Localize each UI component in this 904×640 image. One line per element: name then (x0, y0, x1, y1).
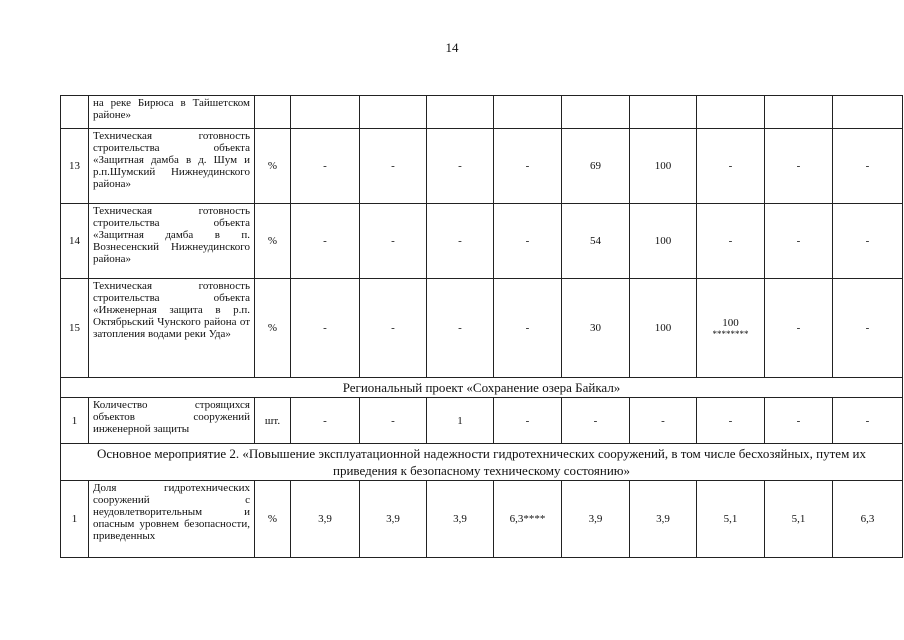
value-cell: - (697, 129, 765, 204)
row-number: 15 (61, 279, 89, 378)
unit-cell: % (255, 129, 291, 204)
value-cell: - (833, 398, 903, 444)
value-cell: 54 (562, 204, 630, 279)
unit-cell: % (255, 204, 291, 279)
value-cell: 3,9 (427, 481, 494, 558)
value-text: 100 (722, 317, 739, 329)
value-cell: 5,1 (697, 481, 765, 558)
value-cell (765, 96, 833, 129)
value-cell (360, 96, 427, 129)
value-cell (630, 96, 697, 129)
value-cell: - (833, 129, 903, 204)
value-cell: 3,9 (562, 481, 630, 558)
value-cell (427, 96, 494, 129)
indicators-table (60, 95, 903, 558)
table-row (61, 398, 903, 444)
value-cell: - (833, 204, 903, 279)
value-cell: 3,9 (291, 481, 360, 558)
value-cell: 5,1 (765, 481, 833, 558)
value-cell: - (494, 279, 562, 378)
section-row (61, 444, 903, 481)
value-cell: - (360, 204, 427, 279)
value-cell (562, 96, 630, 129)
value-cell: - (360, 129, 427, 204)
value-cell: - (427, 129, 494, 204)
row-number: 14 (61, 204, 89, 279)
table-row (61, 279, 903, 378)
value-cell (291, 96, 360, 129)
indicator-name: Количество строящихся объектов сооружений инженерной защиты (89, 398, 255, 444)
section-title: Региональный проект «Сохранение озера Байкал» (61, 378, 903, 398)
value-cell: 69 (562, 129, 630, 204)
value-cell: - (697, 398, 765, 444)
value-cell: 100 (630, 129, 697, 204)
value-cell (833, 96, 903, 129)
page-number: 14 (445, 40, 459, 55)
value-cell (494, 96, 562, 129)
value-cell: - (291, 279, 360, 378)
row-number (61, 96, 89, 129)
row-number: 1 (61, 481, 89, 558)
table-row (61, 129, 903, 204)
unit-cell (255, 96, 291, 129)
value-cell: - (494, 398, 562, 444)
indicator-name: Техническая готовность строительства объекта «Защитная дамба в д. Шум и р.п.Шумский Нижнеудинского района» (89, 129, 255, 204)
value-cell: 1 (427, 398, 494, 444)
value-cell: - (562, 398, 630, 444)
table-row (61, 481, 903, 558)
indicator-name: Техническая готовность строительства объекта «Защитная дамба в п. Вознесенский Нижнеудинского района» (89, 204, 255, 279)
value-cell: - (765, 398, 833, 444)
footnote-stars: ******** (712, 329, 749, 339)
row-number: 1 (61, 398, 89, 444)
value-cell: - (360, 398, 427, 444)
value-cell: - (833, 279, 903, 378)
value-cell: 100 (630, 204, 697, 279)
table-row (61, 204, 903, 279)
value-cell: - (765, 279, 833, 378)
value-cell (697, 279, 765, 378)
unit-cell: % (255, 279, 291, 378)
value-cell: - (427, 204, 494, 279)
unit-cell: % (255, 481, 291, 558)
value-cell: - (291, 204, 360, 279)
value-cell: 6,3 (833, 481, 903, 558)
value-cell: - (427, 279, 494, 378)
value-cell (697, 96, 765, 129)
value-cell: 100 (630, 279, 697, 378)
section-title: Основное мероприятие 2. «Повышение эксплуатационной надежности гидротехнических сооружений, в том числе бесхозяйных, путем их приведения к безопасному техническому состоянию» (61, 444, 903, 481)
indicator-name: на реке Бирюса в Тайшетском районе» (89, 96, 255, 129)
value-cell: - (697, 204, 765, 279)
row-number: 13 (61, 129, 89, 204)
indicator-name: Доля гидротехнических сооружений с неудовлетворительным и опасным уровнем безопасности, приведенных (89, 481, 255, 558)
value-cell: 3,9 (630, 481, 697, 558)
value-cell: - (630, 398, 697, 444)
value-cell: - (494, 204, 562, 279)
value-cell: 3,9 (360, 481, 427, 558)
value-cell: - (765, 204, 833, 279)
value-cell: - (291, 129, 360, 204)
indicator-name: Техническая готовность строительства объекта «Инженерная защита в р.п. Октябрьский Чунского района от затопления водами реки Уда» (89, 279, 255, 378)
value-cell: - (494, 129, 562, 204)
value-cell: - (765, 129, 833, 204)
value-cell: - (291, 398, 360, 444)
value-cell: - (360, 279, 427, 378)
table-row (61, 96, 903, 129)
value-cell: 30 (562, 279, 630, 378)
section-row (61, 378, 903, 398)
value-cell: 6,3**** (494, 481, 562, 558)
unit-cell: шт. (255, 398, 291, 444)
